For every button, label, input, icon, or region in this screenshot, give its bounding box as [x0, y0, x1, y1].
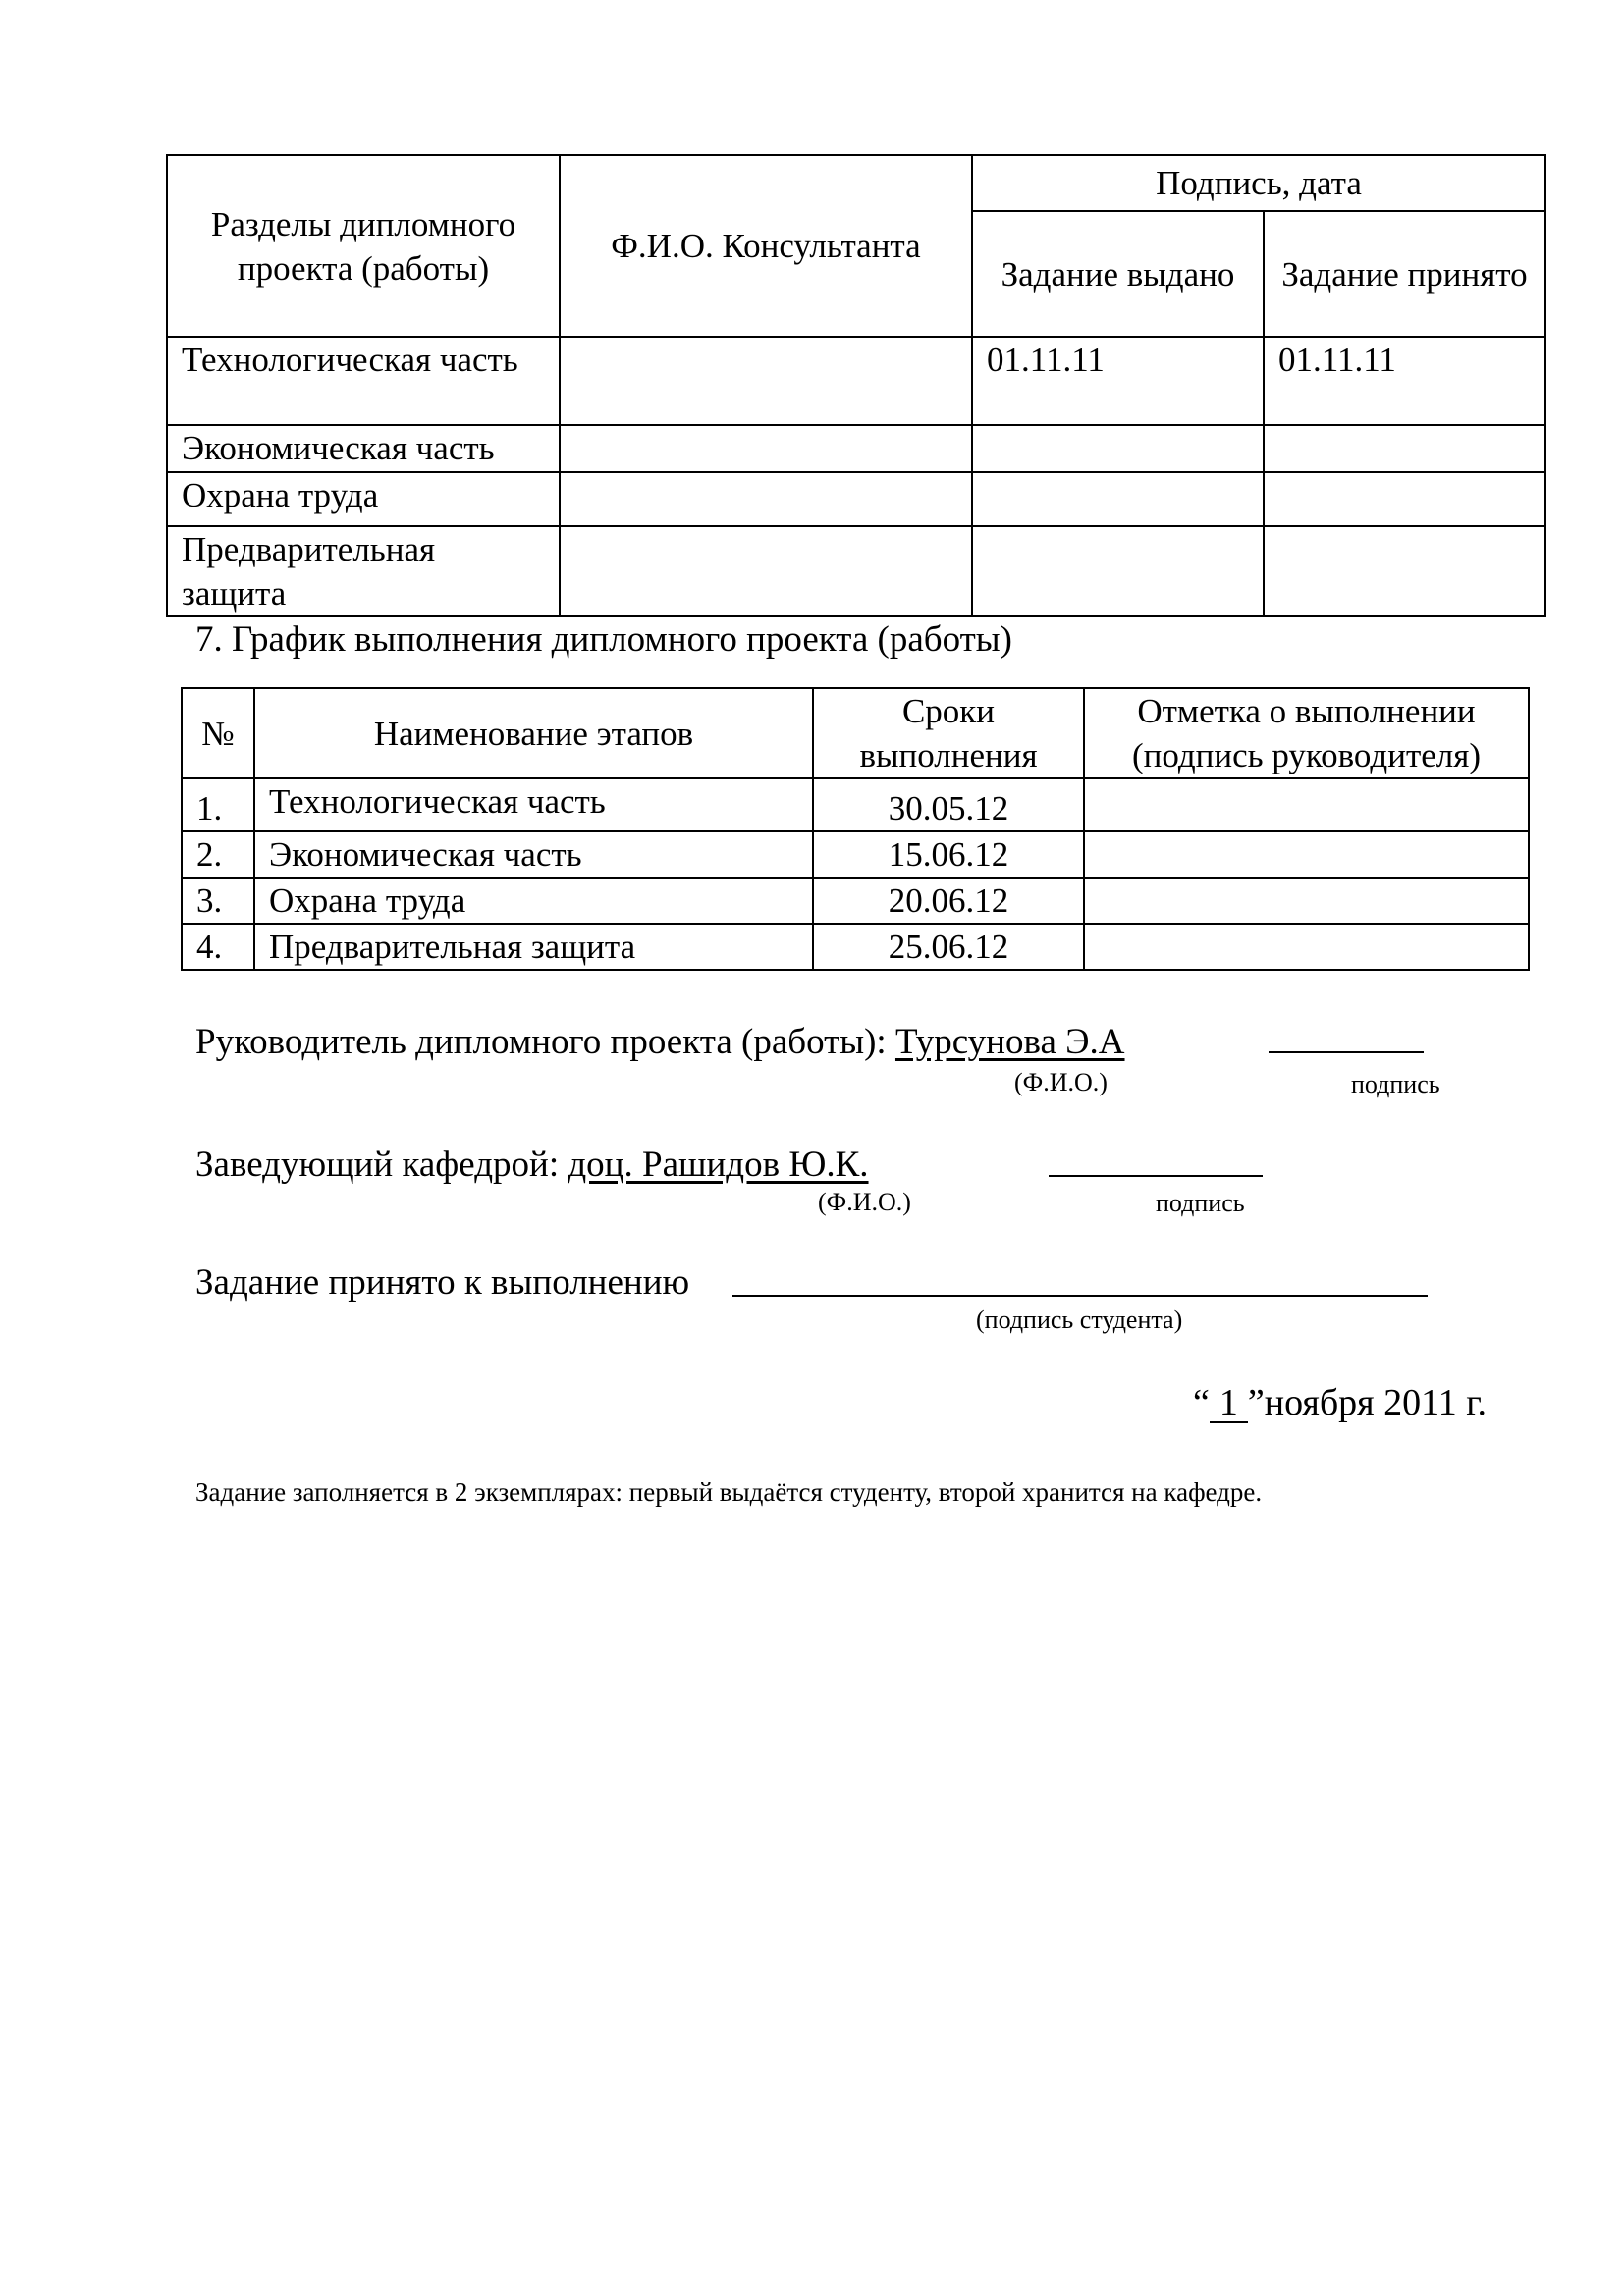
stage-cell: Экономическая часть	[254, 831, 813, 878]
section-cell: Охрана труда	[167, 472, 560, 526]
consultant-cell	[560, 425, 972, 472]
consultant-cell	[560, 472, 972, 526]
header-issued: Задание выдано	[972, 211, 1264, 337]
section-cell: Технологическая часть	[167, 337, 560, 425]
supervisor-signature-line	[1269, 1051, 1424, 1053]
supervisor-sign-caption: подпись	[1351, 1070, 1440, 1098]
table-row	[182, 831, 1529, 878]
table-row	[182, 924, 1529, 970]
head-name-caption: (Ф.И.О.)	[818, 1188, 911, 1216]
head-label: Заведующий кафедрой:	[195, 1145, 560, 1185]
num-cell: 4.	[182, 924, 254, 970]
date-open-quote: “	[1193, 1382, 1210, 1423]
table-row	[167, 526, 1545, 616]
mark-cell	[1084, 778, 1529, 831]
header-mark: Отметка о выполнении (подпись руководителя)	[1084, 688, 1529, 778]
head-signature-line	[1049, 1175, 1263, 1177]
date-day: 1	[1210, 1384, 1248, 1423]
issued-cell	[972, 425, 1264, 472]
accepted-cell	[1264, 425, 1545, 472]
student-signature-caption: (подпись студента)	[976, 1306, 1183, 1334]
num-cell: 2.	[182, 831, 254, 878]
stage-cell: Предварительная защита	[254, 924, 813, 970]
supervisor-name-caption: (Ф.И.О.)	[1014, 1068, 1108, 1096]
issued-cell	[972, 526, 1264, 616]
issued-cell	[972, 472, 1264, 526]
footnote: Задание заполняется в 2 экземплярах: первый выдаётся студенту, второй хранится на кафедре.	[195, 1477, 1263, 1507]
table-row	[167, 337, 1545, 425]
header-accepted: Задание принято	[1264, 211, 1545, 337]
stage-cell: Охрана труда	[254, 878, 813, 924]
num-cell: 3.	[182, 878, 254, 924]
section-cell: Предварительная защита	[167, 526, 560, 616]
date-rest: ”ноября 2011 г.	[1247, 1382, 1488, 1423]
header-deadline: Сроки выполнения	[813, 688, 1084, 778]
deadline-cell: 25.06.12	[813, 924, 1084, 970]
header-section: Разделы дипломного проекта (работы)	[167, 155, 560, 337]
table-row	[182, 878, 1529, 924]
consultants-table	[166, 154, 1546, 617]
schedule-table	[181, 687, 1530, 971]
mark-cell	[1084, 878, 1529, 924]
head-line	[195, 1144, 907, 1186]
supervisor-label: Руководитель дипломного проекта (работы):	[195, 1022, 887, 1062]
schedule-title: 7. График выполнения дипломного проекта (работы)	[195, 619, 1012, 660]
table-row	[167, 425, 1545, 472]
deadline-cell: 30.05.12	[813, 778, 1084, 831]
head-sign-caption: подпись	[1156, 1189, 1245, 1217]
header-consultant: Ф.И.О. Консультанта	[560, 155, 972, 337]
accepted-cell: 01.11.11	[1264, 337, 1545, 425]
table-row	[182, 778, 1529, 831]
student-signature-line	[732, 1295, 1428, 1297]
consultant-cell	[560, 337, 972, 425]
section-cell: Экономическая часть	[167, 425, 560, 472]
num-cell: 1.	[182, 778, 254, 831]
supervisor-name: Турсунова Э.А	[894, 1022, 1125, 1062]
mark-cell	[1084, 924, 1529, 970]
head-name: доц. Рашидов Ю.К.	[568, 1145, 869, 1185]
accepted-line	[195, 1261, 689, 1304]
header-signature-date: Подпись, дата	[972, 155, 1545, 211]
header-num: №	[182, 688, 254, 778]
accepted-label: Задание принято к выполнению	[195, 1262, 690, 1303]
deadline-cell: 15.06.12	[813, 831, 1084, 878]
supervisor-line	[195, 1021, 1178, 1063]
deadline-cell: 20.06.12	[813, 878, 1084, 924]
accepted-cell	[1264, 472, 1545, 526]
mark-cell	[1084, 831, 1529, 878]
stage-cell: Технологическая часть	[254, 778, 813, 831]
consultant-cell	[560, 526, 972, 616]
table-row	[167, 472, 1545, 526]
header-stage: Наименование этапов	[254, 688, 813, 778]
accepted-cell	[1264, 526, 1545, 616]
issued-cell: 01.11.11	[972, 337, 1264, 425]
date-line	[1193, 1381, 1487, 1424]
